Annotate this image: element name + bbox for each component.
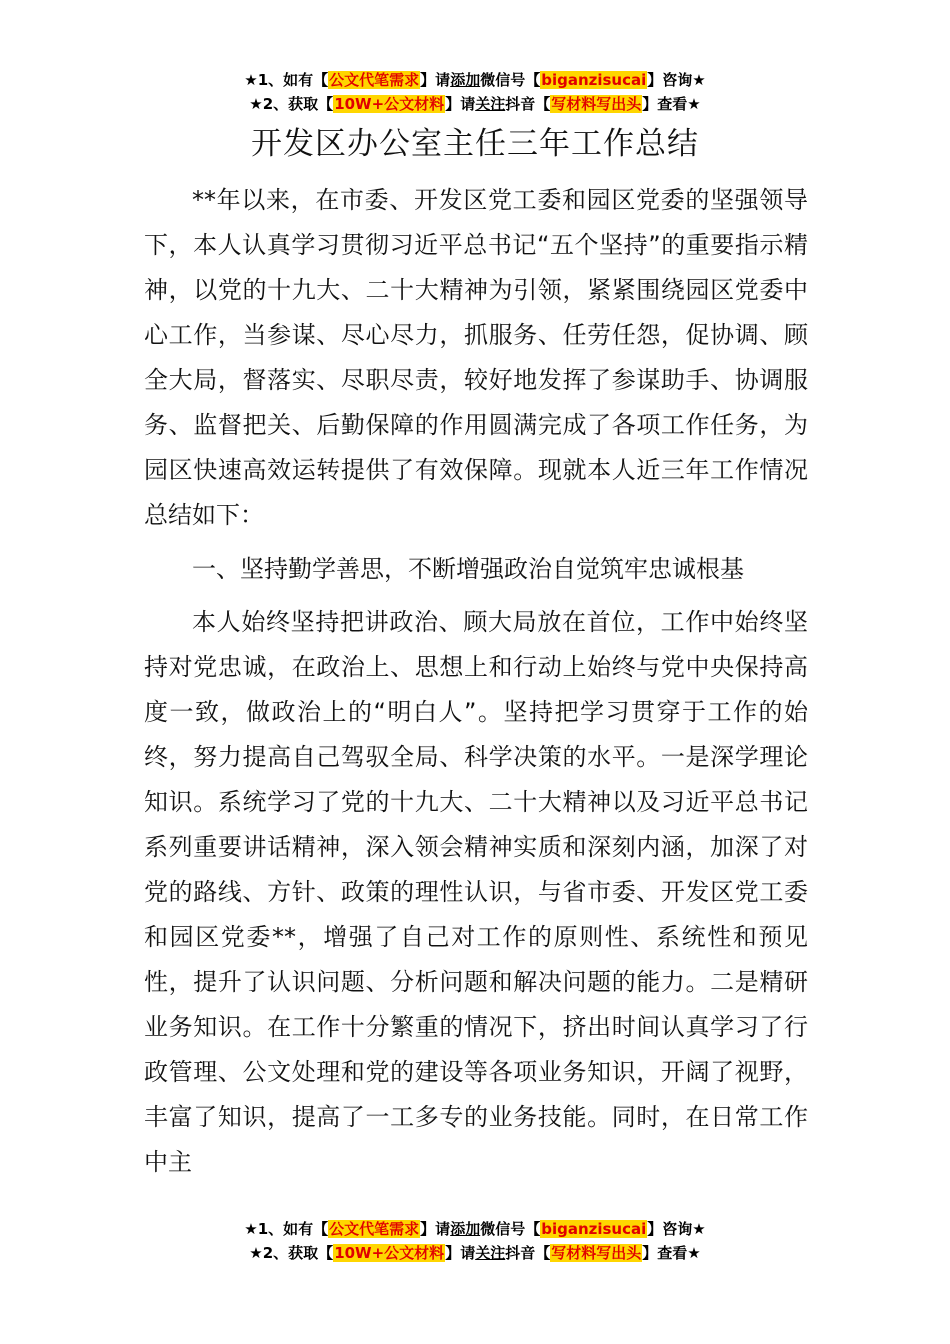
header-promo-banner (0, 68, 950, 116)
promo-highlight: 公文代笔需求 (329, 71, 420, 89)
promo-text: 抖音【 (505, 1244, 551, 1262)
promo-highlight: 10W+公文材料 (334, 95, 445, 113)
promo-underlined-text: 关注 (475, 95, 506, 113)
promo-text: 微信号【 (480, 1220, 541, 1238)
promo-douyin-name: 写材料写出头 (551, 1244, 642, 1262)
promo-douyin-name: 写材料写出头 (551, 95, 642, 113)
promo-text: 】请 (420, 71, 451, 89)
promo-wechat-id: biganzisucai (541, 1220, 647, 1238)
body-paragraph: 本人始终坚持把讲政治、顾大局放在首位，工作中始终坚持对党忠诚，在政治上、思想上和行动上始终与党中央保持高度一致，做政治上的“明白人”。坚持把学习贯穿于工作的始终，努力提高自己驾驭全局、科学决策的水平。一是深学理论知识。系统学习了党的十九大、二十大精神以及习近平总书记系列重要讲话精神，深入领会精神实质和深刻内涵，加深了对党的路线、方针、政策的理性认识，与省市委、开发区党工委和园区党委**，增强了自己对工作的原则性、系统性和预见性，提升了认识问题、分析问题和解决问题的能力。二是精研业务知识。在工作十分繁重的情况下，挤出时间认真学习了行政管理、公文处理和党的建设等各项业务知识，开阔了视野，丰富了知识，提高了一工多专的业务技能。同时，在日常工作中主 (144, 608, 808, 1176)
promo-line-1 (0, 68, 950, 92)
promo-underlined-text: 添加 (450, 1220, 481, 1238)
promo-highlight: 公文代笔需求 (329, 1220, 420, 1238)
footer-promo-banner (0, 1217, 950, 1265)
promo-line-2 (0, 92, 950, 116)
document-title: 开发区办公室主任三年工作总结 (251, 126, 699, 162)
promo-wechat-id: biganzisucai (541, 71, 647, 89)
promo-highlight: 10W+公文材料 (334, 1244, 445, 1262)
promo-text: ★2、获取【 (249, 1244, 334, 1262)
promo-text: ★1、如有【 (244, 1220, 329, 1238)
document-body (144, 178, 808, 1185)
body-paragraph: **年以来，在市委、开发区党工委和园区党委的坚强领导下，本人认真学习贯彻习近平总书记“五个坚持”的重要指示精神，以党的十九大、二十大精神为引领，紧紧围绕园区党委中心工作，当参谋、尽心尽力，抓服务、任劳任怨，促协调、顾全大局，督落实、尽职尽责，较好地发挥了参谋助手、协调服务、监督把关、后勤保障的作用圆满完成了各项工作任务，为园区快速高效运转提供了有效保障。现就本人近三年工作情况总结如下： (144, 186, 808, 529)
promo-text: 】查看★ (642, 1244, 701, 1262)
section-heading: 一、坚持勤学善思，不断增强政治自觉筑牢忠诚根基 (192, 555, 744, 583)
promo-text: ★2、获取【 (249, 95, 334, 113)
promo-underlined-text: 关注 (475, 1244, 506, 1262)
promo-text: 】请 (445, 95, 476, 113)
promo-text: 】请 (445, 1244, 476, 1262)
promo-text: 】咨询★ (647, 1220, 706, 1238)
promo-line-1 (0, 1217, 950, 1241)
promo-text: 】请 (420, 1220, 451, 1238)
promo-underlined-text: 添加 (450, 71, 481, 89)
promo-text: 微信号【 (480, 71, 541, 89)
promo-text: ★1、如有【 (244, 71, 329, 89)
promo-text: 抖音【 (505, 95, 551, 113)
promo-text: 】查看★ (642, 95, 701, 113)
promo-text: 】咨询★ (647, 71, 706, 89)
promo-line-2 (0, 1241, 950, 1265)
